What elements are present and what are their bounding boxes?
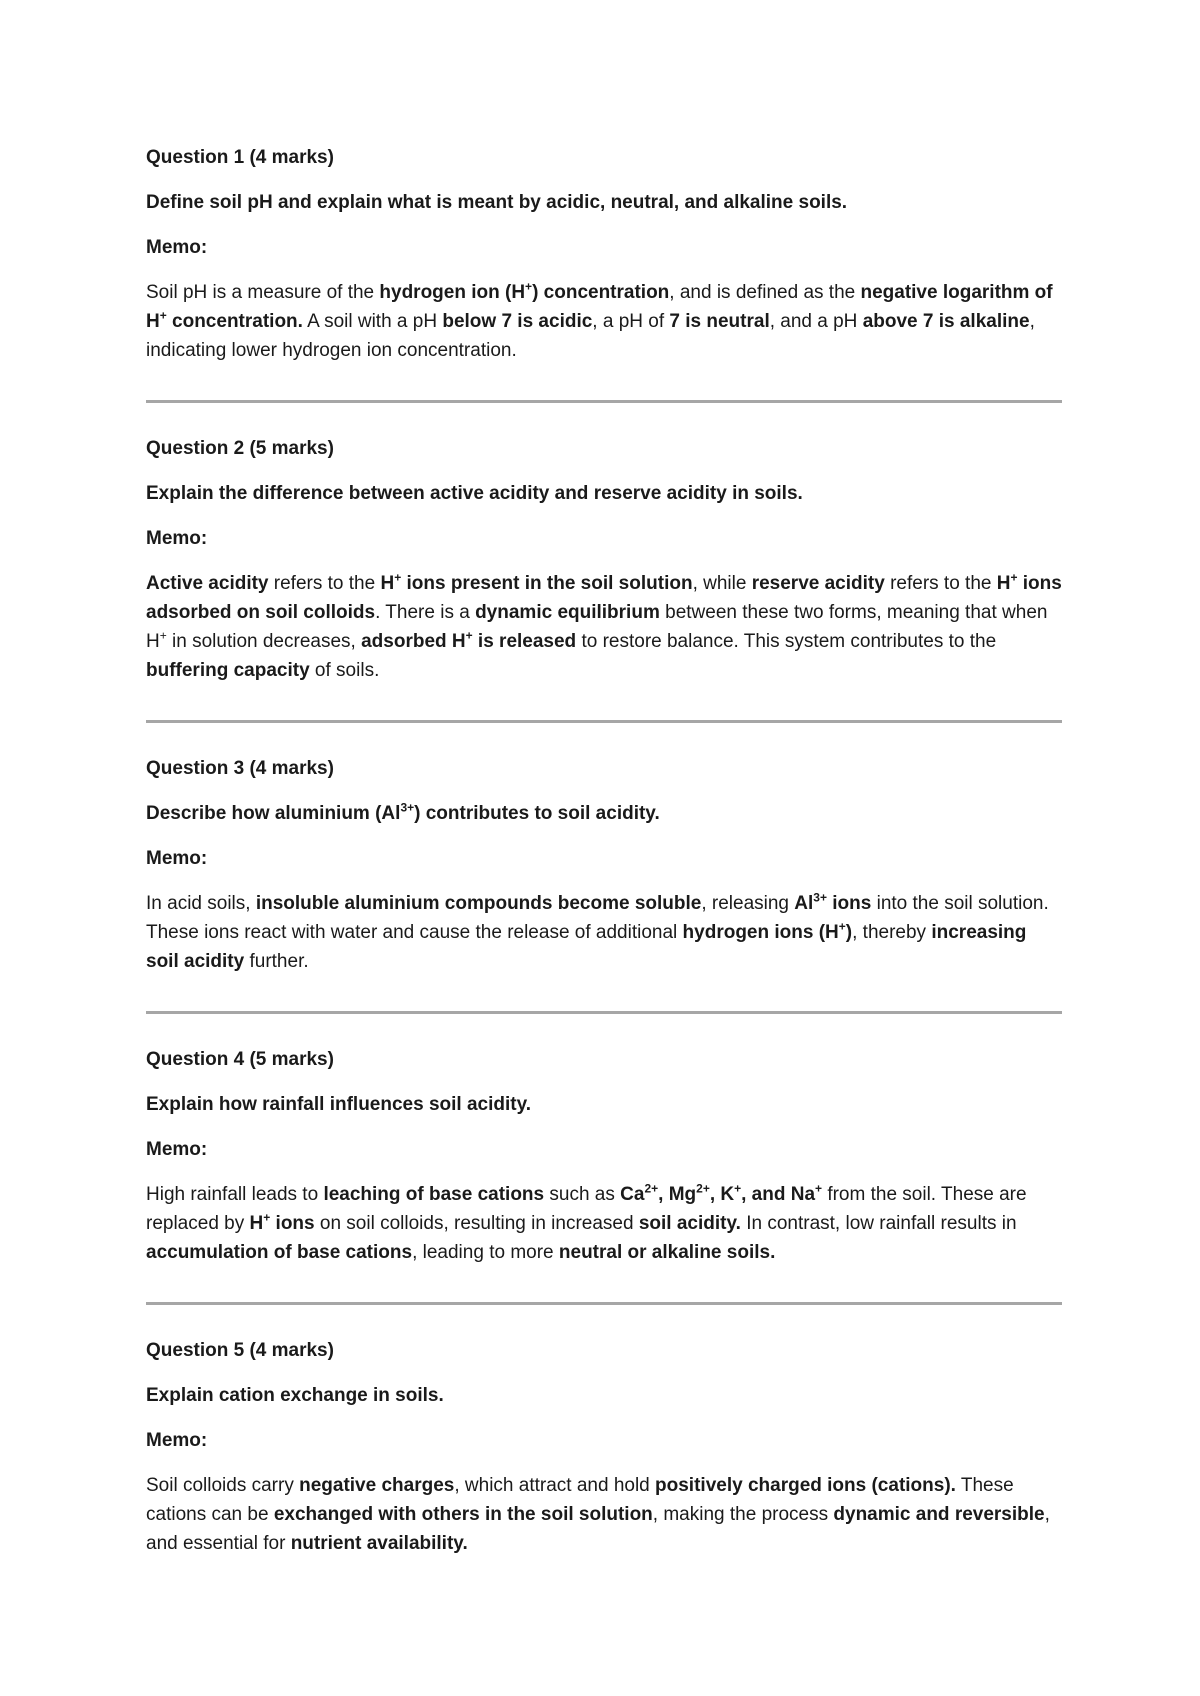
superscript-charge: 3+ bbox=[813, 890, 827, 905]
question-5 bbox=[146, 1336, 1062, 1558]
memo-emphasis: ions bbox=[270, 1213, 315, 1234]
memo-emphasis: ions present in the soil solution bbox=[401, 573, 693, 594]
memo-emphasis: reserve acidity bbox=[751, 573, 885, 594]
memo-emphasis: concentration. bbox=[166, 311, 303, 332]
question-3 bbox=[146, 754, 1062, 976]
memo-emphasis: , and Na bbox=[741, 1184, 816, 1205]
memo-emphasis: , Mg bbox=[658, 1184, 697, 1205]
question-1 bbox=[146, 143, 1062, 365]
memo-text-run: Soil colloids carry bbox=[146, 1475, 300, 1496]
memo-emphasis: neutral or alkaline soils. bbox=[558, 1242, 776, 1263]
section-divider bbox=[146, 720, 1062, 723]
prompt-text: Explain cation exchange in soils. bbox=[146, 1385, 444, 1406]
superscript-charge: 2+ bbox=[644, 1181, 659, 1196]
memo-text-run: , releasing bbox=[701, 893, 795, 914]
memo-label: Memo: bbox=[146, 237, 208, 258]
superscript-charge: + bbox=[1010, 570, 1018, 585]
memo-text-run: , thereby bbox=[852, 922, 932, 943]
superscript-charge: 3+ bbox=[400, 800, 415, 815]
memo-text-run: to restore balance. This system contributes to the bbox=[576, 631, 997, 652]
memo-emphasis: H bbox=[380, 573, 395, 594]
memo-emphasis: Ca bbox=[620, 1184, 645, 1205]
memo-answer bbox=[146, 889, 1062, 976]
memo-emphasis: ) concentration bbox=[532, 282, 670, 303]
memo-emphasis: hydrogen ion (H bbox=[379, 282, 526, 303]
memo-answer bbox=[146, 1180, 1062, 1267]
memo-emphasis: insoluble aluminium compounds become soluble bbox=[255, 893, 702, 914]
memo-text-run: , making the process bbox=[652, 1504, 834, 1525]
memo-emphasis: Al bbox=[794, 893, 814, 914]
superscript-charge: + bbox=[838, 919, 846, 934]
memo-text-run: of soils. bbox=[309, 660, 380, 681]
memo-label: Memo: bbox=[146, 1430, 208, 1451]
memo-emphasis: H bbox=[996, 573, 1011, 594]
question-heading: Question 3 (4 marks) bbox=[146, 758, 334, 779]
memo-label: Memo: bbox=[146, 528, 208, 549]
memo-emphasis: ) bbox=[845, 922, 853, 943]
memo-text-run: , and a pH bbox=[769, 311, 863, 332]
memo-emphasis: soil acidity. bbox=[638, 1213, 741, 1234]
memo-emphasis: buffering capacity bbox=[146, 660, 310, 681]
memo-label: Memo: bbox=[146, 848, 208, 869]
superscript-charge: + bbox=[815, 1181, 823, 1196]
memo-emphasis: dynamic and reversible bbox=[833, 1504, 1045, 1525]
memo-text-run: , while bbox=[692, 573, 752, 594]
question-heading: Question 4 (5 marks) bbox=[146, 1049, 334, 1070]
memo-text-run: , indicating lower hydrogen ion concentration. bbox=[146, 311, 1035, 361]
superscript-charge: 2+ bbox=[696, 1181, 710, 1196]
memo-text-run: , and essential for bbox=[146, 1504, 1050, 1554]
memo-emphasis: H bbox=[249, 1213, 264, 1234]
memo-text-run: These cations can be bbox=[146, 1475, 1014, 1525]
memo-emphasis: nutrient availability. bbox=[290, 1533, 468, 1554]
superscript-charge: + bbox=[159, 628, 167, 643]
memo-text-run: , a pH of bbox=[592, 311, 670, 332]
superscript-charge: + bbox=[525, 279, 533, 294]
question-prompt bbox=[146, 799, 1062, 829]
memo-emphasis: exchanged with others in the soil solution bbox=[273, 1504, 653, 1525]
memo-text-run: refers to the bbox=[884, 573, 997, 594]
memo-text-run: further. bbox=[244, 951, 309, 972]
memo-text-run: A soil with a pH bbox=[302, 311, 443, 332]
superscript-charge: + bbox=[394, 570, 402, 585]
memo-text-run: In acid soils, bbox=[146, 893, 256, 914]
memo-emphasis: is released bbox=[472, 631, 577, 652]
question-prompt bbox=[146, 188, 1062, 218]
memo-emphasis: 7 is neutral bbox=[669, 311, 770, 332]
prompt-text: Define soil pH and explain what is meant by acidic, neutral, and alkaline soils. bbox=[146, 192, 848, 213]
memo-emphasis: adsorbed H bbox=[361, 631, 466, 652]
memo-emphasis: accumulation of base cations bbox=[146, 1242, 413, 1263]
superscript-charge: + bbox=[734, 1181, 742, 1196]
section-divider bbox=[146, 1011, 1062, 1014]
memo-answer bbox=[146, 569, 1062, 685]
memo-label: Memo: bbox=[146, 1139, 208, 1160]
memo-emphasis: negative logarithm of H bbox=[146, 282, 1053, 332]
memo-text-run: on soil colloids, resulting in increased bbox=[314, 1213, 639, 1234]
memo-text-run: , and is defined as the bbox=[669, 282, 861, 303]
memo-text-run: such as bbox=[544, 1184, 621, 1205]
prompt-text: Describe how aluminium (Al bbox=[146, 803, 401, 824]
memo-emphasis: ions adsorbed on soil colloids bbox=[146, 573, 1062, 623]
memo-emphasis: below 7 is acidic bbox=[442, 311, 593, 332]
question-prompt bbox=[146, 479, 1062, 509]
memo-emphasis: above 7 is alkaline bbox=[862, 311, 1030, 332]
question-heading: Question 2 (5 marks) bbox=[146, 438, 334, 459]
memo-text-run: from the soil. These are replaced by bbox=[146, 1184, 1027, 1234]
memo-text-run: into the soil solution. These ions react with water and cause the release of additional bbox=[146, 893, 1049, 943]
memo-answer bbox=[146, 278, 1062, 365]
memo-text-run: refers to the bbox=[268, 573, 381, 594]
prompt-text: ) contributes to soil acidity. bbox=[414, 803, 660, 824]
memo-text-run: between these two forms, meaning that when H bbox=[146, 602, 1048, 652]
memo-text-run: , which attract and hold bbox=[454, 1475, 656, 1496]
memo-emphasis: ions bbox=[826, 893, 872, 914]
question-heading: Question 5 (4 marks) bbox=[146, 1340, 334, 1361]
question-prompt bbox=[146, 1090, 1062, 1120]
memo-text-run: , leading to more bbox=[412, 1242, 559, 1263]
memo-text-run: in solution decreases, bbox=[166, 631, 362, 652]
prompt-text: Explain the difference between active acidity and reserve acidity in soils. bbox=[146, 483, 803, 504]
memo-emphasis: Active acidity bbox=[146, 573, 269, 594]
question-4 bbox=[146, 1045, 1062, 1267]
memo-emphasis: leaching of base cations bbox=[323, 1184, 545, 1205]
memo-text-run: . There is a bbox=[375, 602, 476, 623]
memo-emphasis: increasing soil acidity bbox=[146, 922, 1027, 972]
question-heading: Question 1 (4 marks) bbox=[146, 147, 334, 168]
superscript-charge: + bbox=[263, 1210, 271, 1225]
superscript-charge: + bbox=[465, 628, 473, 643]
superscript-charge: + bbox=[159, 308, 167, 323]
section-divider bbox=[146, 1302, 1062, 1305]
section-divider bbox=[146, 400, 1062, 403]
memo-text-run: Soil pH is a measure of the bbox=[146, 282, 380, 303]
memo-emphasis: hydrogen ions (H bbox=[682, 922, 839, 943]
document-page bbox=[146, 143, 1062, 1558]
question-prompt bbox=[146, 1381, 1062, 1411]
memo-emphasis: , K bbox=[709, 1184, 735, 1205]
question-2 bbox=[146, 434, 1062, 685]
memo-text-run: In contrast, low rainfall results in bbox=[740, 1213, 1017, 1234]
memo-text-run: High rainfall leads to bbox=[146, 1184, 324, 1205]
memo-answer bbox=[146, 1471, 1062, 1558]
memo-emphasis: positively charged ions (cations). bbox=[655, 1475, 956, 1496]
memo-emphasis: negative charges bbox=[299, 1475, 455, 1496]
prompt-text: Explain how rainfall influences soil acidity. bbox=[146, 1094, 532, 1115]
memo-emphasis: dynamic equilibrium bbox=[475, 602, 660, 623]
